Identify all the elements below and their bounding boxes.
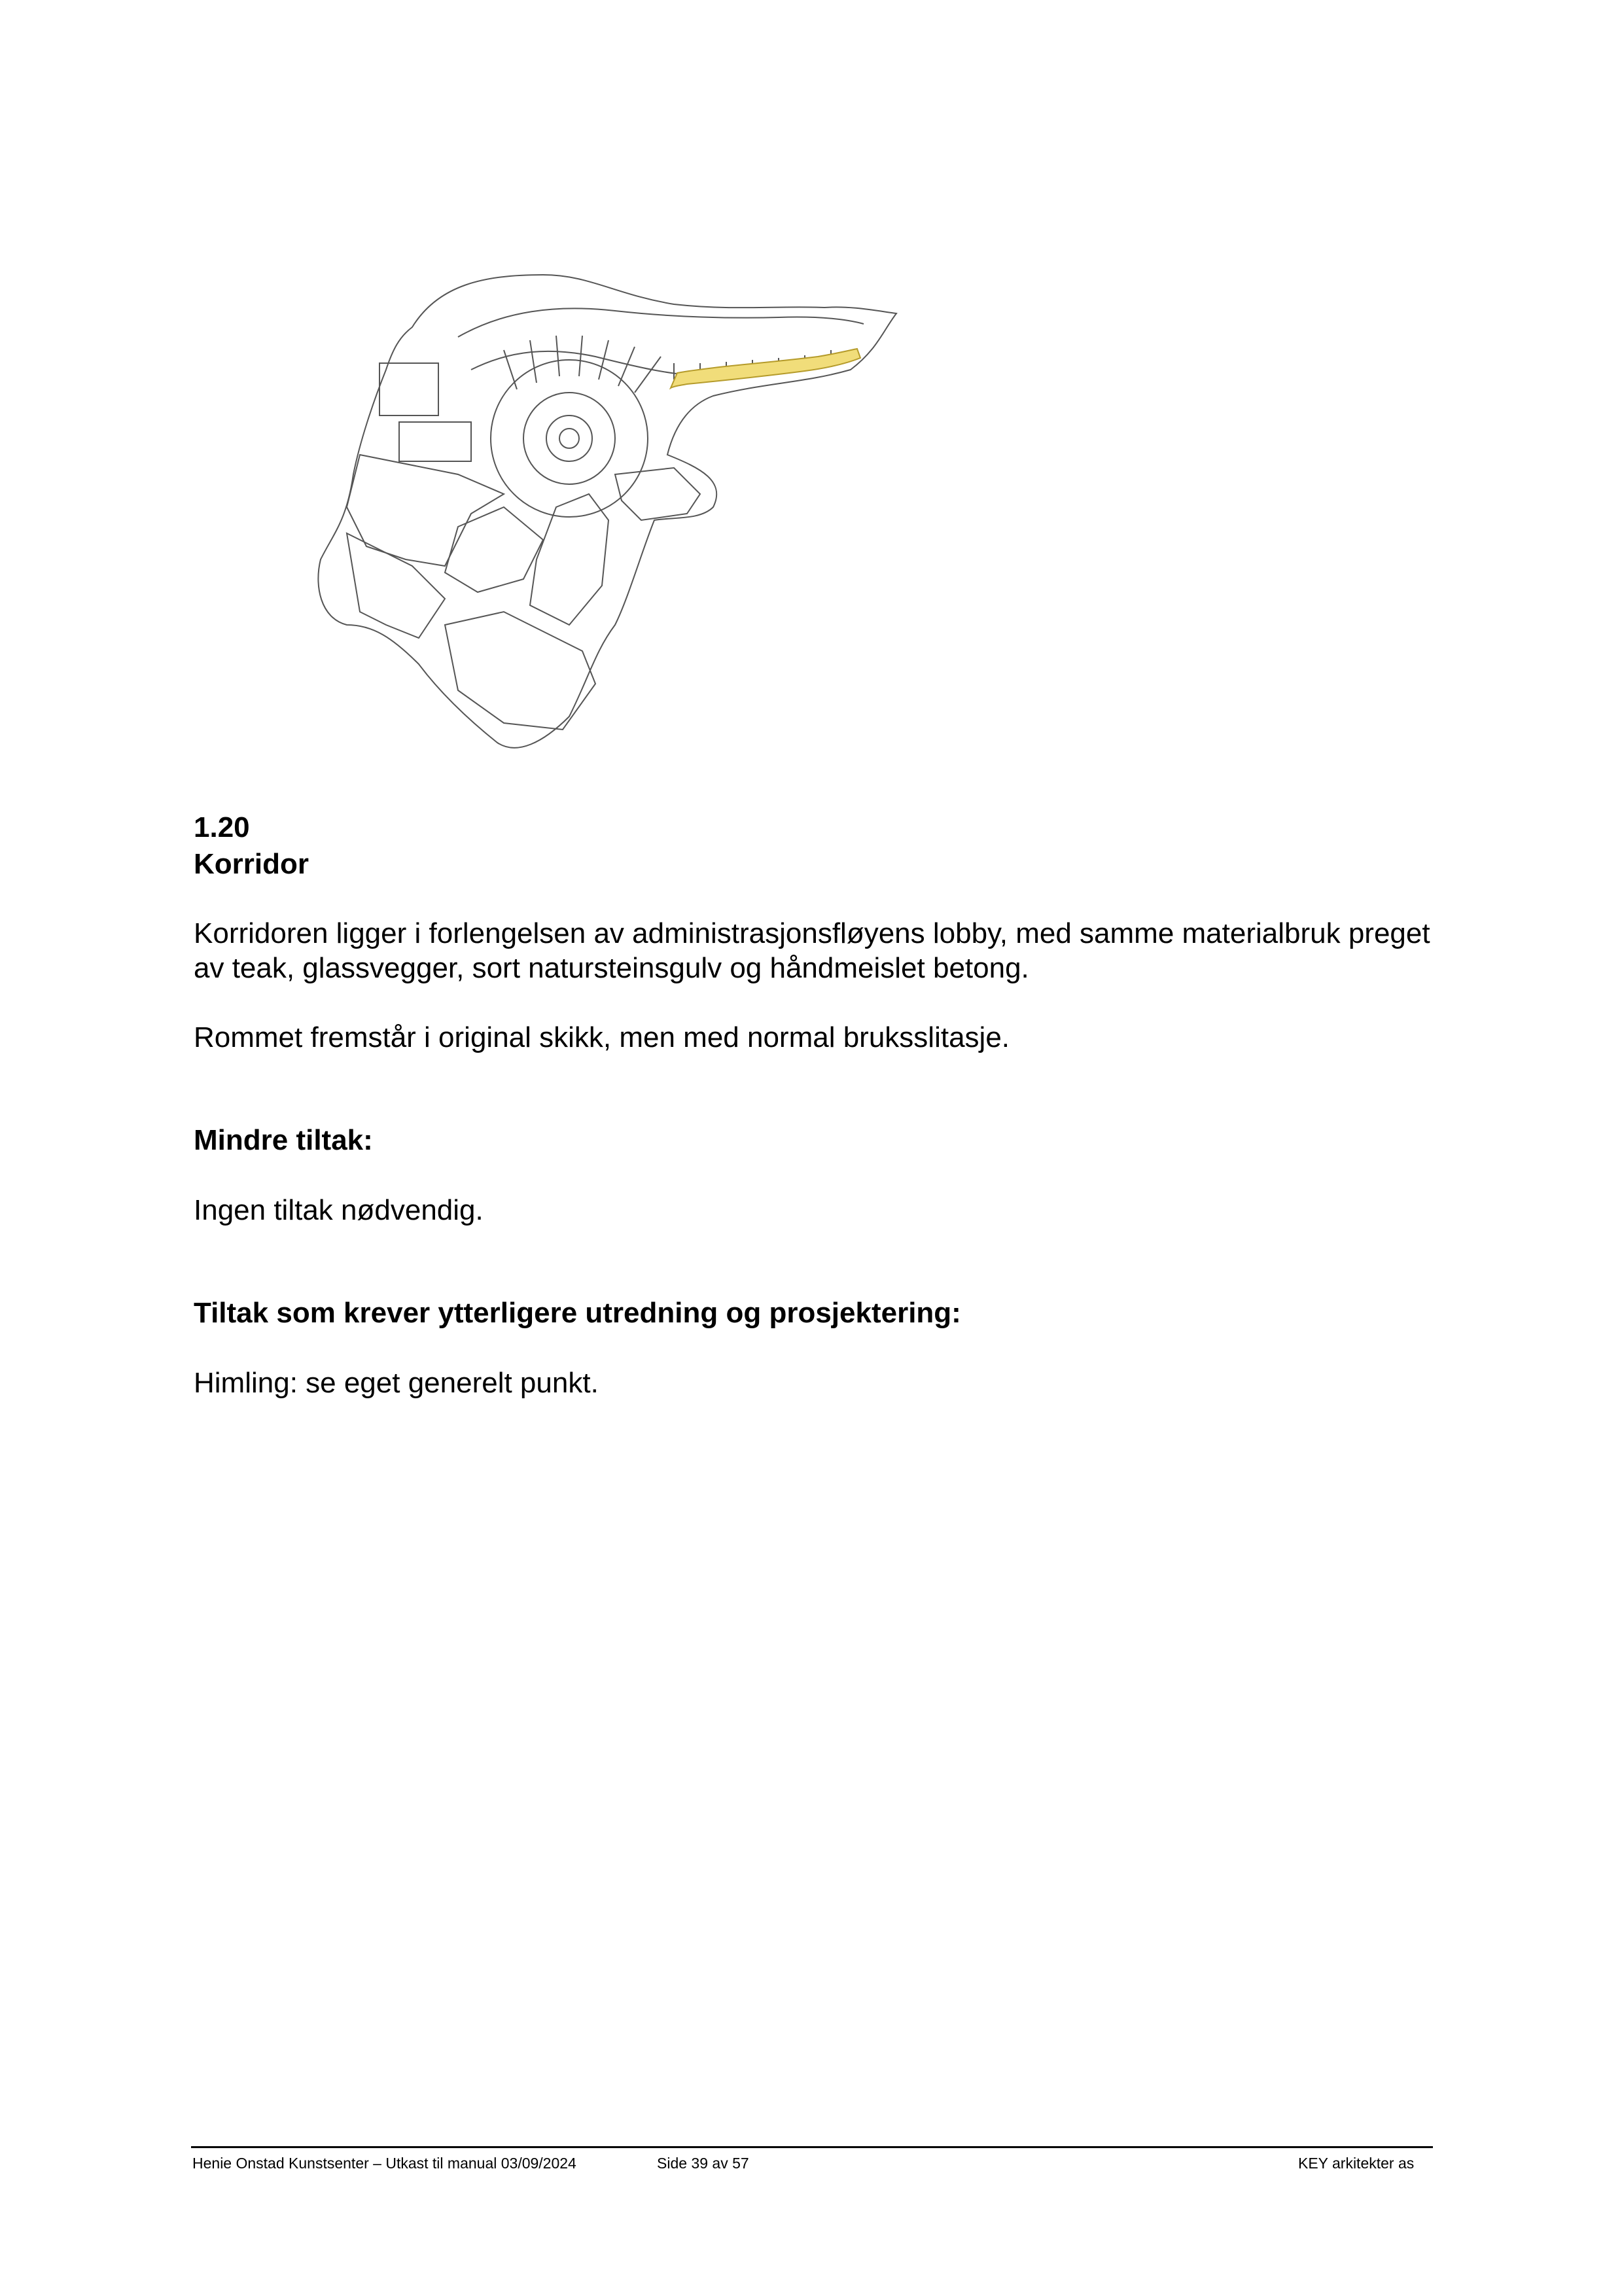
cafe-block <box>379 363 438 415</box>
east-wing <box>615 468 700 520</box>
further-measures-heading: Tiltak som krever ytterligere utredning og prosjektering: <box>194 1297 961 1329</box>
footer-left: Henie Onstad Kunstsenter – Utkast til manual 03/09/2024 <box>192 2155 576 2172</box>
minor-measures-heading: Mindre tiltak: <box>194 1124 373 1156</box>
body-paragraph-1: Korridoren ligger i forlengelsen av administrasjonsfløyens lobby, med samme materialbruk preget av teak, glassvegger, sort natursteinsgulv og håndmeislet betong. <box>194 917 1430 984</box>
gallery-4 <box>530 494 608 625</box>
footer-rule <box>191 2146 1433 2148</box>
rotunda-center <box>559 429 579 448</box>
gallery-2 <box>347 533 445 638</box>
admin-wing-outer <box>458 308 864 337</box>
body-paragraph-2: Rommet fremstår i original skikk, men med normal bruksslitasje. <box>194 1021 1010 1053</box>
section-title: Korridor <box>194 848 309 880</box>
section-number: 1.20 <box>194 811 250 843</box>
floor-plan-drawing <box>308 258 988 769</box>
floor-plan-svg <box>308 258 988 769</box>
cafe-tables <box>399 422 471 461</box>
footer-page-number: Side 39 av 57 <box>657 2155 749 2172</box>
further-measures-text: Himling: se eget generelt punkt. <box>194 1367 599 1399</box>
gallery-3 <box>445 507 543 592</box>
highlighted-corridor <box>671 349 860 388</box>
gallery-1 <box>347 455 504 566</box>
rotunda-inner <box>523 393 615 484</box>
footer-right: KEY arkitekter as <box>1298 2155 1415 2172</box>
gallery-5 <box>445 612 595 730</box>
minor-measures-text: Ingen tiltak nødvendig. <box>194 1194 484 1226</box>
rotunda-core <box>546 415 592 461</box>
